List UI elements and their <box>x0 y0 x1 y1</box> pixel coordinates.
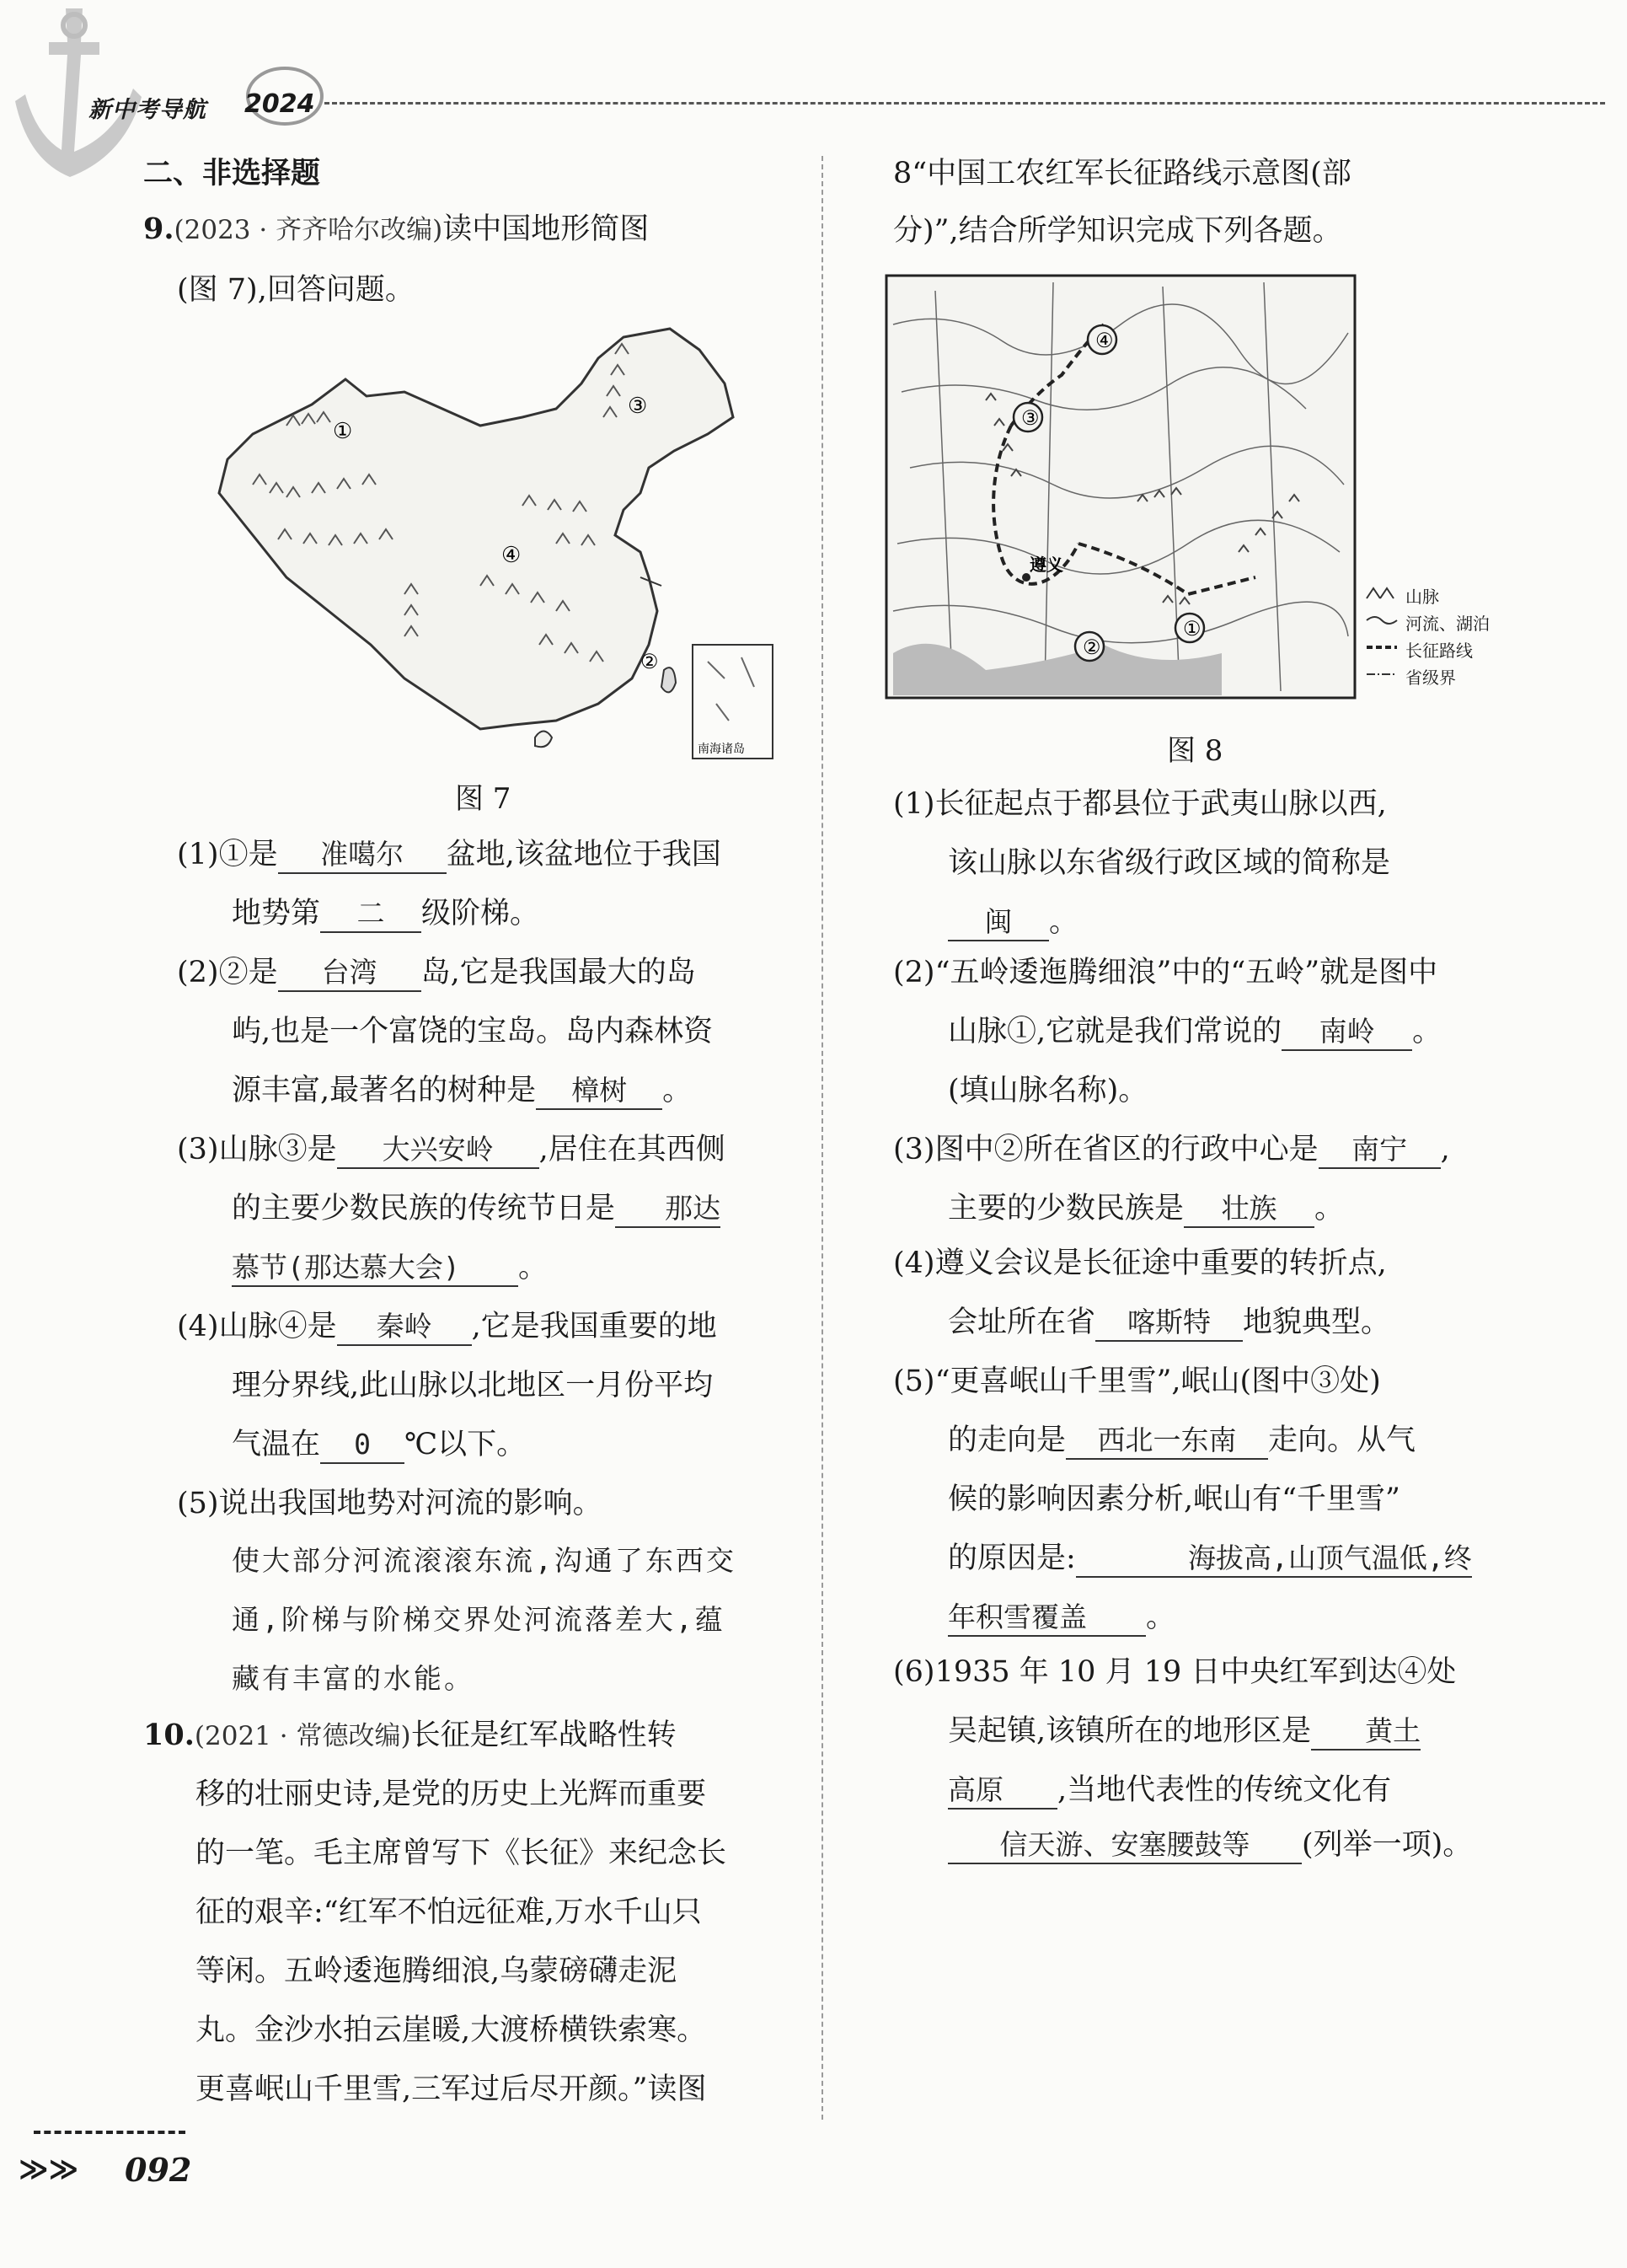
mountain-legend-icon <box>1365 585 1399 600</box>
q10-number: 10. <box>143 1718 195 1752</box>
q9-answer-2b: 樟树 <box>536 1073 662 1110</box>
q9-p3-line3: 慕节(那达慕大会) 。 <box>232 1247 548 1288</box>
q10-answer-6c: 信天游、安塞腰鼓等 <box>948 1827 1302 1864</box>
q10-p1-line1: (1)长征起点于都县位于武夷山脉以西, <box>893 787 1387 821</box>
q10-answer-6: 黄土 <box>1311 1713 1421 1751</box>
q9-answer-5-line3: 藏有丰富的水能。 <box>232 1662 474 1695</box>
map8-label-4: ④ <box>1095 329 1114 352</box>
footer-divider <box>34 2131 185 2134</box>
q10-p3-line1: (3)图中②所在省区的行政中心是 南宁 , <box>893 1129 1450 1170</box>
q10-p5-line2: 的走向是 西北一东南 走向。从气 <box>948 1420 1416 1461</box>
header-year: 2024 <box>244 89 315 119</box>
legend-river: 河流、湖泊 <box>1405 614 1490 634</box>
q10-p2-line3: (填山脉名称)。 <box>948 1074 1148 1107</box>
q10-p6-line3: 高原 ,当地代表性的传统文化有 <box>948 1770 1391 1810</box>
figure7-caption: 图 7 <box>455 782 511 816</box>
q10-p5-line3: 候的影响因素分析,岷山有“千里雪” <box>948 1483 1400 1516</box>
q9-answer-5-line2: 通,阶梯与阶梯交界处河流落差大,蕴 <box>232 1603 725 1636</box>
map8-legend <box>1365 580 1500 688</box>
q9-stem-text: 读中国地形简图 <box>442 212 650 246</box>
q9-answer-1b: 二 <box>320 896 421 933</box>
map8-label-zunyi: 遵义 <box>1030 555 1063 575</box>
header-title: 新中考导航 <box>88 97 206 123</box>
q9-answer-2: 台湾 <box>278 955 421 992</box>
q10-p6-line4: 信天游、安塞腰鼓等 (列举一项)。 <box>948 1825 1472 1865</box>
q10-p5-line5: 年积雪覆盖 。 <box>948 1597 1175 1638</box>
q10-stem-right2: 分)”,结合所学知识完成下列各题。 <box>893 214 1342 248</box>
q10-p6-line2: 吴起镇,该镇所在的地形区是 黄土 <box>948 1711 1421 1751</box>
q9-answer-1: 准噶尔 <box>278 837 447 874</box>
page-number: 092 <box>125 2151 192 2189</box>
map7-label-4: ④ <box>501 543 522 568</box>
q10-p4-line1: (4)遵义会议是长征途中重要的转折点, <box>893 1247 1387 1280</box>
map7-label-3: ③ <box>628 394 648 419</box>
q9-number: 9. <box>143 212 174 246</box>
q10-answer-3: 南宁 <box>1319 1132 1441 1169</box>
q9-p4-line2: 理分界线,此山脉以北地区一月份平均 <box>232 1369 714 1402</box>
q10-answer-5c: 年积雪覆盖 <box>948 1600 1146 1637</box>
legend-route: 长征路线 <box>1405 641 1473 661</box>
q9-answer-4b: 0 <box>320 1427 404 1464</box>
q10-stem-line3: 的一笔。毛主席曾写下《长征》来纪念长 <box>195 1836 727 1870</box>
q10-stem-line4: 征的艰辛:“红军不怕远征难,万水千山只 <box>195 1895 702 1929</box>
q9-p4-line3: 气温在 0 ℃以下。 <box>232 1424 526 1465</box>
q10-answer-1: 闽 <box>948 904 1049 941</box>
column-divider <box>822 156 823 2120</box>
footer-arrows: ≫≫ <box>19 2153 79 2186</box>
q10-p1-line2: 该山脉以东省级行政区域的简称是 <box>948 846 1391 880</box>
q9-p4-line1: (4)山脉④是 秦岭 ,它是我国重要的地 <box>177 1306 717 1347</box>
q9-p1-line1: (1)①是 准噶尔 盆地,该盆地位于我国 <box>177 834 721 875</box>
q9-p3-line1: (3)山脉③是 大兴安岭 ,居住在其西侧 <box>177 1129 725 1170</box>
q10-stem-right1: 8“中国工农红军长征路线示意图(部 <box>893 157 1351 190</box>
q10-stem-line2: 移的壮丽史诗,是党的历史上光辉而重要 <box>195 1777 707 1811</box>
q10-answer-5b: 海拔高,山顶气温低,终 <box>1076 1541 1472 1578</box>
q9-p3-line2: 的主要少数民族的传统节日是 那达 <box>232 1188 720 1229</box>
q9-stem-line1 <box>143 209 649 250</box>
q9-p5-line1: (5)说出我国地势对河流的影响。 <box>177 1487 602 1520</box>
q10-answer-5: 西北一东南 <box>1066 1423 1268 1460</box>
q10-p6-line1: (6)1935 年 10 月 19 日中央红军到达④处 <box>893 1655 1457 1689</box>
q10-answer-4: 喀斯特 <box>1095 1305 1243 1342</box>
q10-answer-3b: 壮族 <box>1184 1191 1314 1228</box>
q9-answer-3c: 慕节(那达慕大会) <box>232 1250 518 1287</box>
q10-p1-line3: 闽 。 <box>948 902 1078 942</box>
q9-stem-line2: (图 7),回答问题。 <box>177 273 415 307</box>
q9-p2-line3: 源丰富,最著名的树种是 樟树 。 <box>232 1070 692 1111</box>
long-march-map <box>885 274 1357 700</box>
route-legend-icon <box>1365 639 1399 654</box>
q10-stem-line5: 等闲。五岭逶迤腾细浪,乌蒙磅礴走泥 <box>195 1954 677 1988</box>
q10-stem-line6: 丸。金沙水拍云崖暖,大渡桥横铁索寒。 <box>195 2013 707 2047</box>
q10-p5-line4: 的原因是: 海拔高,山顶气温低,终 <box>948 1538 1472 1579</box>
map7-label-2: ② <box>640 650 659 673</box>
map8-label-3: ③ <box>1021 406 1040 430</box>
china-terrain-map <box>202 324 775 767</box>
q9-answer-3: 大兴安岭 <box>337 1132 539 1169</box>
q10-p2-line2: 山脉①,它就是我们常说的 南岭 。 <box>948 1011 1442 1052</box>
map7-inset-label: 南海诸岛 <box>698 743 745 756</box>
legend-boundary: 省级界 <box>1405 668 1456 688</box>
q10-source: (2021 · 常德改编) <box>194 1721 411 1751</box>
figure8-caption: 图 8 <box>1167 734 1223 768</box>
q9-source: (2023 · 齐齐哈尔改编) <box>174 215 443 245</box>
q10-p2-line1: (2)“五岭逶迤腾细浪”中的“五岭”就是图中 <box>893 956 1438 989</box>
q9-p2-line1: (2)②是 台湾 岛,它是我国最大的岛 <box>177 952 696 993</box>
q9-answer-4: 秦岭 <box>337 1309 472 1346</box>
q9-p2-line2: 屿,也是一个富饶的宝岛。岛内森林资 <box>232 1015 714 1048</box>
q9-answer-3b: 那达 <box>615 1191 720 1228</box>
map8-label-2: ② <box>1083 635 1101 659</box>
q10-p4-line2: 会址所在省 喀斯特 地貌典型。 <box>948 1302 1390 1343</box>
q9-p1-line2: 地势第 二 级阶梯。 <box>232 893 539 934</box>
q10-answer-6b: 高原 <box>948 1772 1057 1810</box>
q10-answer-2: 南岭 <box>1282 1014 1412 1051</box>
q9-answer-5-line1: 使大部分河流滚滚东流,沟通了东西交 <box>232 1544 736 1577</box>
section-title: 二、非选择题 <box>143 157 321 190</box>
q10-p5-line1: (5)“更喜岷山千里雪”,岷山(图中③处) <box>893 1365 1381 1398</box>
q10-stem-line7: 更喜岷山千里雪,三军过后尽开颜。”读图 <box>195 2072 707 2106</box>
legend-mountain: 山脉 <box>1405 587 1439 607</box>
boundary-legend-icon <box>1365 666 1399 681</box>
q10-stem-line1: 10.(2021 · 常德改编)长征是红军战略性转 <box>143 1718 677 1752</box>
header-divider <box>324 102 1605 105</box>
map7-label-1: ① <box>333 419 353 444</box>
river-legend-icon <box>1365 612 1399 627</box>
q10-p3-line2: 主要的少数民族是 壮族 。 <box>948 1188 1344 1229</box>
map8-label-1: ① <box>1183 617 1202 641</box>
